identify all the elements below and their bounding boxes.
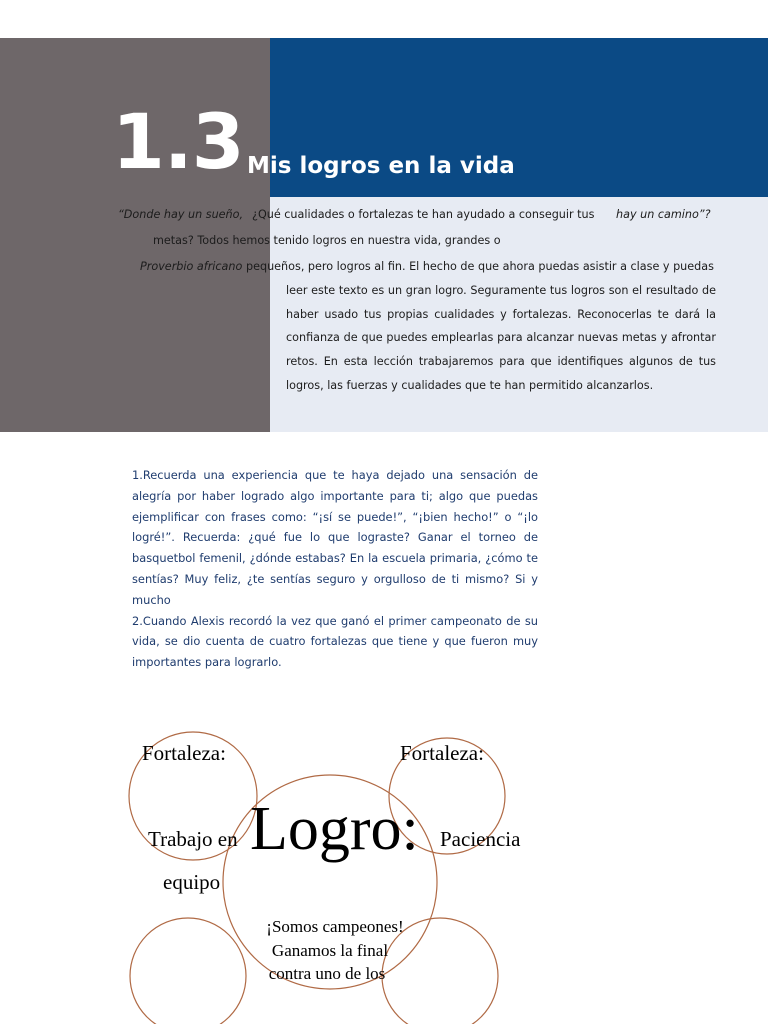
fortaleza-left-label: Fortaleza: <box>142 741 226 765</box>
center-line3: contra uno de los <box>268 964 386 983</box>
achievement-diagram <box>0 700 768 1024</box>
left-value-line2: equipo <box>163 870 221 894</box>
left-value-line1: Trabajo en <box>148 827 238 851</box>
activity-section <box>132 465 538 673</box>
quote-line-1 <box>118 209 243 220</box>
intro-body: leer este texto es un gran logro. Seguramente tus logros son el resultado de haber usado tus propias cualidades y fortalezas. Reconocerlas te dará la confianza de que puedes emplearlas para alcanzar nuevas metas y afrontar retos. En esta lección trabajaremos para que identifiques algunos de tus logros, las fuerzas y cualidades que te han permitido alcanzarlos. <box>286 284 716 392</box>
activity-item-2: 2.Cuando Alexis recordó la vez que ganó el primer campeonato de su vida, se dio cuenta de cuatro fortalezas que tiene y que fueron muy importantes para lograrlo. <box>132 613 538 670</box>
activity-item-1: 1.Recuerda una experiencia que te haya dejado una sensación de alegría por haber logrado algo importante para ti; algo que puedas ejemplificar con frases como: “¡sí se puede!”, “¡bien hecho!” o “¡lo logré!”. Recuerda: ¿qué fue lo que lograste? Ganar el torneo de basquetbol femenil, ¿dónde estabas? En la escuela primaria, ¿cómo te sentías? Muy feliz, ¿te sentías seguro y orgulloso de ti mismo? Si y mucho <box>132 468 538 607</box>
quote-source: Proverbio africano <box>140 260 243 273</box>
intro-line-1: ¿Qué cualidades o fortalezas te han ayudado a conseguir tus <box>252 208 595 221</box>
quote-part-2: hay un camino”? <box>616 208 711 221</box>
logro-label: Logro: <box>250 795 419 863</box>
center-line2: Ganamos la final <box>271 941 389 960</box>
lesson-title: Mis logros en la vida <box>247 153 515 179</box>
circle-bottom-left <box>130 918 246 1024</box>
fortaleza-right-label: Fortaleza: <box>400 741 484 765</box>
quote-part-1: “Donde hay un sueño, <box>118 208 244 221</box>
quote-line-2 <box>616 209 711 220</box>
right-value: Paciencia <box>440 827 521 851</box>
intro-line-3: pequeños, pero logros al fin. El hecho de que ahora puedas asistir a clase y puedas <box>246 260 714 273</box>
center-line1: ¡Somos campeones! <box>266 917 404 936</box>
intro-line-2: metas? Todos hemos tenido logros en nuestra vida, grandes o <box>153 234 501 247</box>
lesson-number: 1.3 <box>112 97 244 186</box>
